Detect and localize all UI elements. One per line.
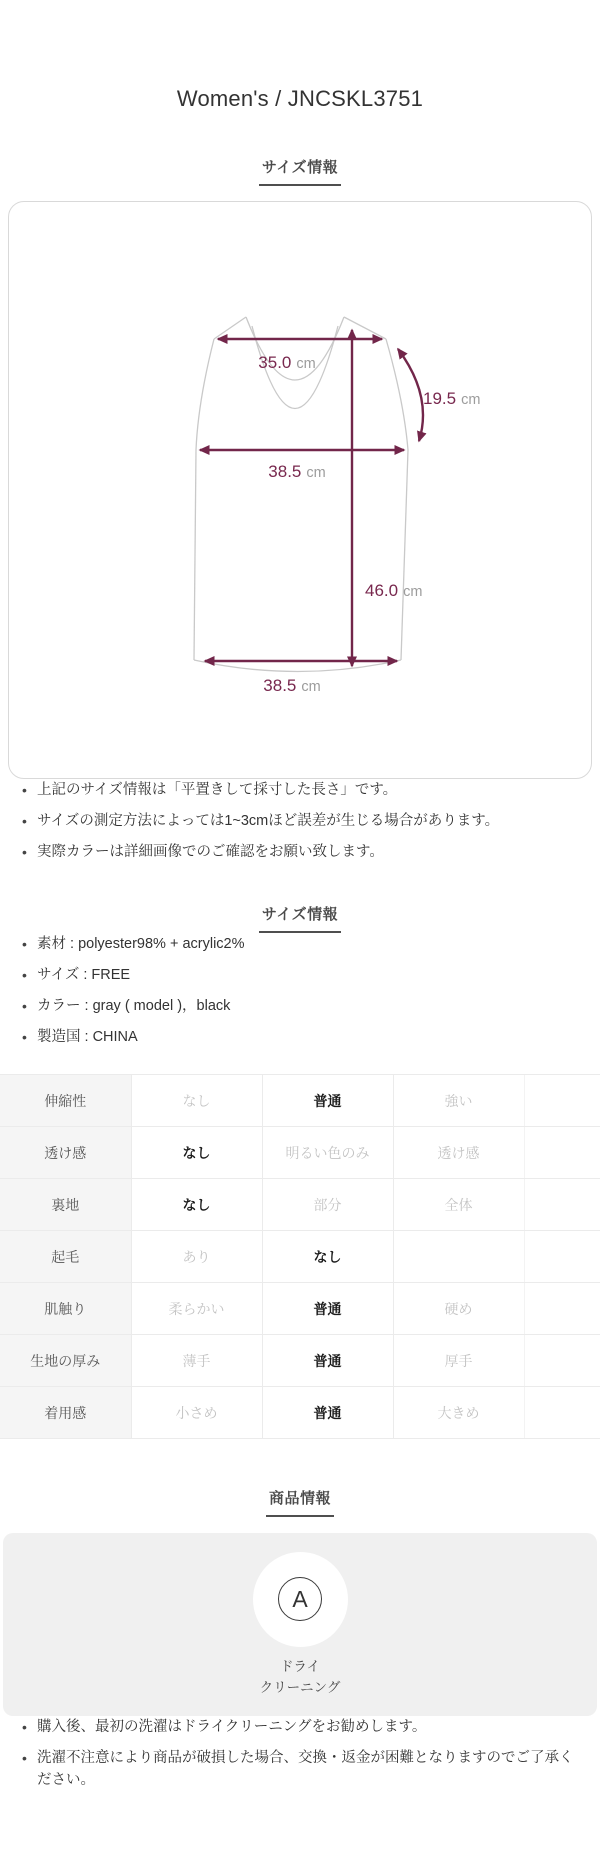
table-row (0, 1387, 600, 1439)
spec-text: カラー : gray ( model )，black (37, 998, 231, 1014)
spec-text: 製造国 : CHINA (37, 1029, 138, 1045)
spec-text: サイズ : FREE (37, 967, 131, 983)
bullet-icon: • (22, 936, 27, 952)
option-cell: 部分 (262, 1179, 393, 1231)
care-label-line1: ドライ (279, 1658, 321, 1674)
fabric-feature-table (0, 1074, 600, 1439)
length-measurement-label: 46.0 cm (365, 581, 423, 600)
row-label: 裏地 (0, 1179, 131, 1231)
list-item (22, 1026, 580, 1048)
option-cell: 普通 (262, 1387, 393, 1439)
list-item (22, 964, 580, 986)
bullet-icon: • (22, 1719, 27, 1735)
table-row (0, 1283, 600, 1335)
option-cell: 小さめ (131, 1387, 262, 1439)
size-diagram-panel (8, 201, 592, 779)
option-cell: 硬め (393, 1283, 524, 1335)
option-cell: 透け感 (393, 1127, 524, 1179)
armhole-measurement-label: 19.5 cm (423, 389, 481, 408)
empty-cell (524, 1127, 600, 1179)
list-item (22, 779, 580, 801)
option-cell: なし (131, 1179, 262, 1231)
bullet-icon: • (22, 844, 27, 860)
option-cell: 薄手 (131, 1335, 262, 1387)
row-label: 肌触り (0, 1283, 131, 1335)
care-label-line2: クリーニング (259, 1679, 341, 1695)
note-text: 上記のサイズ情報は「平置きして採寸した長さ」です。 (37, 782, 398, 798)
list-item (22, 841, 580, 863)
option-cell: 普通 (262, 1075, 393, 1127)
option-cell: 大きめ (393, 1387, 524, 1439)
list-item (22, 1747, 580, 1791)
option-cell: 厚手 (393, 1335, 524, 1387)
bullet-icon: • (22, 782, 27, 798)
spec-section-heading (0, 903, 600, 933)
table-row (0, 1075, 600, 1127)
list-item (22, 1716, 580, 1738)
note-text: 実際カラーは詳細画像でのご確認をお願い致します。 (37, 844, 384, 860)
option-cell: 柔らかい (131, 1283, 262, 1335)
row-label: 伸縮性 (0, 1075, 131, 1127)
bullet-icon: • (22, 1029, 27, 1045)
empty-cell (524, 1075, 600, 1127)
option-cell: なし (131, 1127, 262, 1179)
empty-cell (524, 1335, 600, 1387)
row-label: 生地の厚み (0, 1335, 131, 1387)
option-cell: なし (131, 1075, 262, 1127)
note-text: 洗濯不注意により商品が破損した場合、交換・返金が困難となりますのでご了承ください。 (37, 1750, 574, 1788)
table-row (0, 1179, 600, 1231)
row-label: 着用感 (0, 1387, 131, 1439)
dimension-lines (200, 330, 423, 666)
option-cell (393, 1231, 524, 1283)
option-cell: あり (131, 1231, 262, 1283)
row-label: 透け感 (0, 1127, 131, 1179)
option-cell: 明るい色のみ (262, 1127, 393, 1179)
list-item (22, 810, 580, 832)
option-cell: 普通 (262, 1335, 393, 1387)
option-cell: 全体 (393, 1179, 524, 1231)
dry-cleaning-icon (253, 1552, 348, 1647)
empty-cell (524, 1179, 600, 1231)
page-title: Women's / JNCSKL3751 (176, 86, 424, 111)
table-row (0, 1127, 600, 1179)
table-row (0, 1335, 600, 1387)
table-row (0, 1231, 600, 1283)
row-label: 起毛 (0, 1231, 131, 1283)
chest-measurement-label: 38.5 cm (268, 462, 326, 481)
care-symbol-letter: A (292, 1585, 308, 1612)
list-item (22, 995, 580, 1017)
hem-measurement-label: 38.5 cm (263, 676, 321, 695)
option-cell: なし (262, 1231, 393, 1283)
bullet-icon: • (22, 967, 27, 983)
note-text: 購入後、最初の洗濯はドライクリーニングをお勧めします。 (37, 1719, 427, 1735)
empty-cell (524, 1387, 600, 1439)
care-notes-list (0, 1716, 600, 1791)
product-section-heading (0, 1487, 600, 1517)
bullet-icon: • (22, 813, 27, 829)
size-section-heading (0, 156, 600, 186)
bullet-icon: • (22, 1750, 27, 1766)
note-text: サイズの測定方法によっては1~3cmほど誤差が生じる場合があります。 (37, 813, 500, 829)
product-section-heading-text: 商品情報 (266, 1487, 334, 1517)
empty-cell (524, 1283, 600, 1335)
care-instructions-panel (3, 1533, 597, 1716)
spec-section-heading-text: サイズ情報 (259, 903, 341, 933)
spec-list (0, 933, 600, 1048)
garment-measurement-diagram (9, 202, 592, 779)
care-label (253, 1656, 348, 1698)
option-cell: 普通 (262, 1283, 393, 1335)
circle-a-symbol (278, 1577, 322, 1621)
list-item (22, 933, 580, 955)
empty-cell (524, 1231, 600, 1283)
shoulder-measurement-label: 35.0 cm (258, 353, 316, 372)
size-section-heading-text: サイズ情報 (259, 156, 341, 186)
bullet-icon: • (22, 998, 27, 1014)
size-notes-list (0, 779, 600, 863)
spec-text: 素材 : polyester98% + acrylic2% (37, 936, 245, 952)
option-cell: 強い (393, 1075, 524, 1127)
care-item (253, 1552, 348, 1698)
